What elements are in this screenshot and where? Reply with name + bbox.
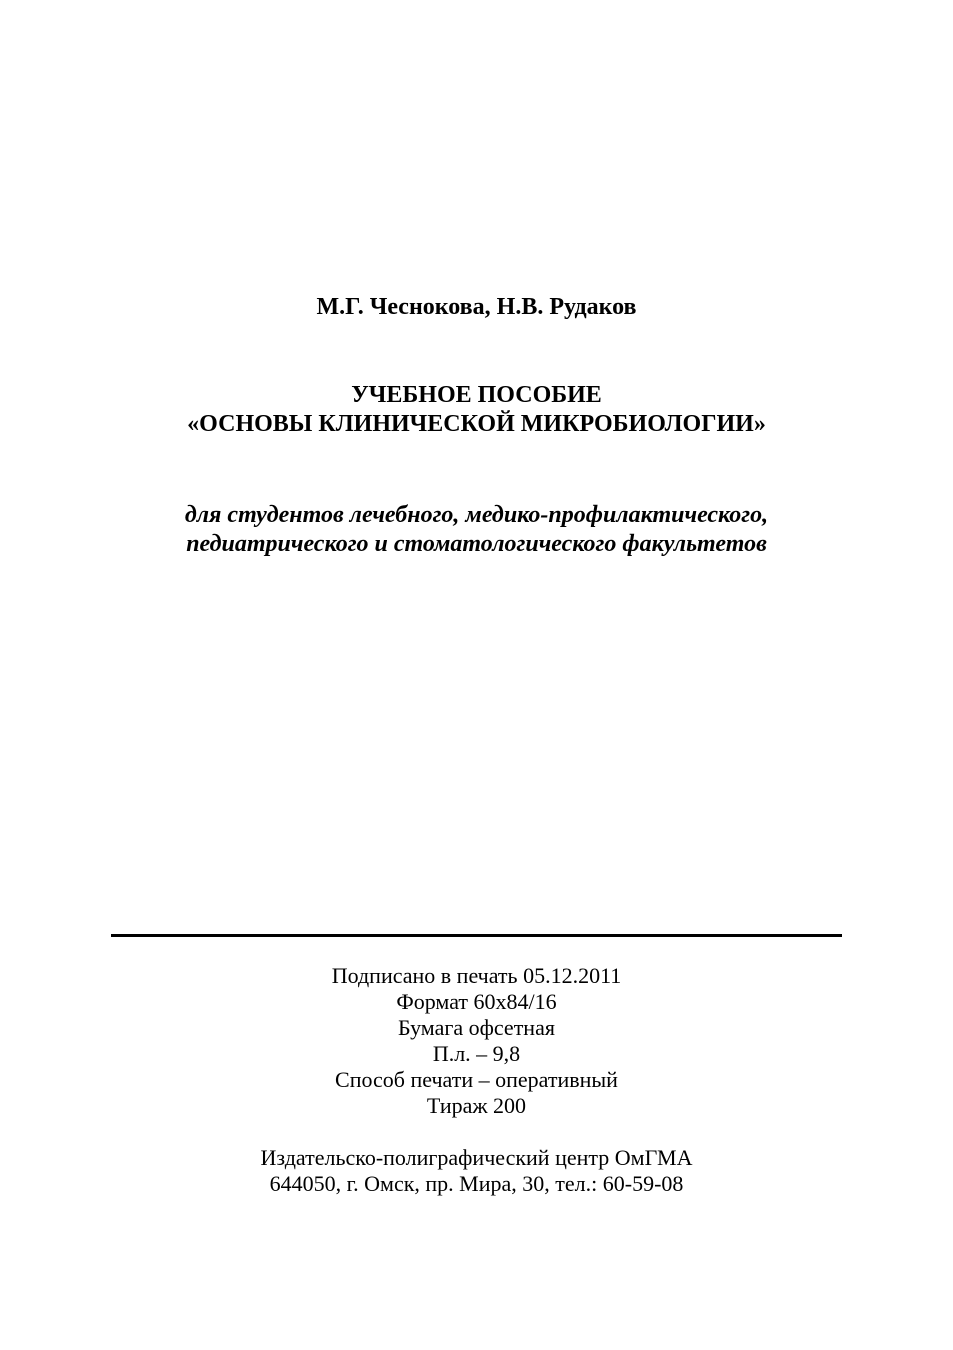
audience-line-1: для студентов лечебного, медико-профилактического, (184, 502, 769, 528)
imprint-signed-date: Подписано в печать 05.12.2011 (331, 963, 622, 988)
audience-line-2: педиатрического и стоматологического факультетов (186, 531, 767, 557)
book-title-line-2: «ОСНОВЫ КЛИНИЧЕСКОЙ МИКРОБИОЛОГИИ» (187, 411, 766, 437)
imprint-printing-method: Способ печати – оперативный (335, 1067, 618, 1092)
publisher-block (0, 1145, 953, 1197)
imprint-circulation: Тираж 200 (426, 1093, 527, 1118)
book-title-line-1: УЧЕБНОЕ ПОСОБИЕ (351, 382, 602, 408)
imprint-format: Формат 60х84/16 (396, 989, 557, 1014)
imprint-sheets: П.л. – 9,8 (432, 1041, 521, 1066)
publisher-name: Издательско-полиграфический центр ОмГМА (260, 1145, 693, 1170)
imprint-paper: Бумага офсетная (398, 1015, 555, 1040)
horizontal-divider (111, 934, 842, 937)
authors: М.Г. Чеснокова, Н.В. Рудаков (316, 294, 637, 320)
imprint-block (0, 963, 953, 1119)
publisher-address: 644050, г. Омск, пр. Мира, 30, тел.: 60-59-08 (269, 1171, 684, 1196)
